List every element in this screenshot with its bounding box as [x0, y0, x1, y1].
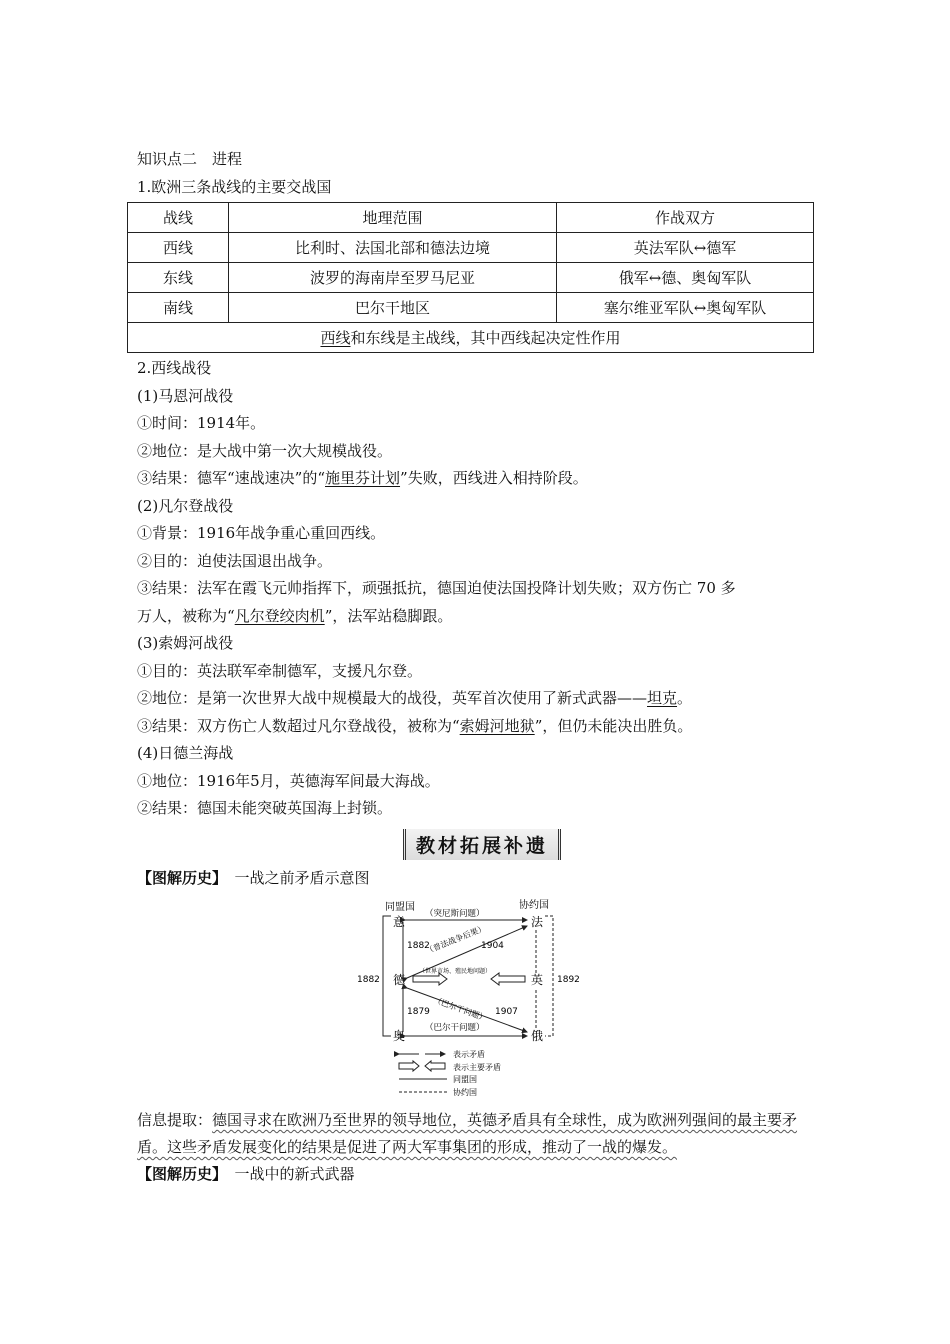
table-cell: 波罗的海南岸至罗马尼亚 — [229, 263, 557, 293]
legend-conflict: 表示矛盾 — [453, 1050, 485, 1059]
russia-node: 俄 — [531, 1029, 544, 1043]
section-title: 知识点二 进程 — [137, 150, 243, 168]
germany-node: 德 — [393, 973, 406, 987]
france-node: 法 — [531, 915, 544, 929]
text-span: ②地位：是第一次世界大战中规模最大的战役，英军首次使用了新式武器—— — [137, 689, 648, 707]
main-conflict-arrow — [491, 973, 525, 985]
year-label: 1882 — [407, 941, 430, 951]
table-row — [128, 233, 814, 263]
table-cell: 塞尔维亚军队↔奥匈军队 — [557, 293, 814, 323]
header-front: 战线 — [128, 203, 229, 233]
diagram-section-title: 一战之前矛盾示意图 — [234, 868, 370, 887]
austria-node: 奥 — [393, 1029, 406, 1043]
jutland-title: (4)日德兰海战 — [137, 744, 234, 762]
year-label: 1907 — [495, 1007, 518, 1017]
text-span: ③结果：双方伤亡人数超过凡尔登战役，被称为“ — [137, 716, 460, 735]
info-label: 信息提取： — [137, 1111, 213, 1129]
battlefront-table — [127, 202, 814, 353]
legend-main-arrow — [399, 1061, 419, 1071]
item2-title: 2.西线战役 — [137, 359, 212, 377]
verdun-meatgrinder-term: 凡尔登绞肉机 — [234, 606, 325, 625]
legend-main: 表示主要矛盾 — [453, 1063, 501, 1072]
somme-result — [137, 713, 827, 741]
table-footer-row — [128, 323, 814, 353]
year-label: 1879 — [407, 1007, 430, 1017]
year-label: 1904 — [481, 941, 504, 951]
central-bracket — [383, 916, 391, 1036]
somme-purpose: ①目的：英法联军牵制德军，支援凡尔登。 — [137, 661, 423, 680]
page-content — [137, 146, 827, 1189]
somme-title: (3)索姆河战役 — [137, 634, 234, 652]
marne-status: ②地位：是大战中第一次大规模战役。 — [137, 441, 393, 460]
info-text: 德国寻求在欧洲乃至世界的领导地位，英德矛盾具有全球性，成为欧洲列强间的最主要矛盾。这些矛盾发展变化的结果是促进了两大军事集团的形成，推动了一战的爆发。 — [137, 1111, 798, 1156]
text-span: 万人，被称为“ — [137, 606, 235, 625]
text-span: ”失败，西线进入相持阶段。 — [400, 469, 588, 487]
somme-hell-term: 索姆河地狱 — [459, 716, 535, 735]
verdun-result-1: ③结果：法军在霞飞元帅指挥下，顽强抵抗，德国迫使法国投降计划失败；双方伤亡 70 多 — [137, 579, 736, 597]
weapons-caption — [137, 1161, 827, 1189]
header-region: 地理范围 — [229, 203, 557, 233]
weapons-section-label: 【图解历史】 — [137, 1165, 220, 1183]
central-powers-label: 同盟国 — [385, 902, 415, 913]
textbook-extension-banner: 教材拓展补遗 — [403, 829, 561, 860]
legend-entente: 协约国 — [453, 1088, 477, 1097]
table-footer — [128, 323, 814, 353]
prewar-conflict-diagram — [357, 896, 589, 1101]
britain-node: 英 — [531, 973, 544, 987]
table-row — [128, 263, 814, 293]
balkan-label: （巴尔干问题） — [432, 995, 489, 1024]
footer-text: 和东线是主战线，其中西线起决定性作用 — [350, 329, 621, 347]
marne-result — [137, 465, 827, 493]
table-row — [128, 293, 814, 323]
text-span: 。 — [677, 689, 693, 707]
table-cell: 西线 — [128, 233, 229, 263]
balkan-label: （巴尔干问题） — [425, 1023, 485, 1033]
verdun-background: ①背景：1916年战争重心重回西线。 — [137, 524, 386, 542]
header-belligerents: 作战双方 — [557, 203, 814, 233]
tunisia-label: （突尼斯问题） — [425, 909, 485, 919]
table-cell: 巴尔干地区 — [229, 293, 557, 323]
item1-title: 1.欧洲三条战线的主要交战国 — [137, 177, 332, 196]
text-span: ”，法军站稳脚跟。 — [324, 606, 453, 625]
year-label: 1882 — [357, 975, 380, 985]
text-span: ”，但仍未能决出胜负。 — [534, 716, 693, 735]
schlieffen-plan-term: 施里芬计划 — [325, 469, 401, 487]
table-cell: 南线 — [128, 293, 229, 323]
table-cell: 俄军↔德、奥匈军队 — [557, 263, 814, 293]
weapons-section-title: 一战中的新式武器 — [234, 1165, 355, 1183]
jutland-result: ②结果：德国未能突破英国海上封锁。 — [137, 799, 393, 817]
entente-bracket — [545, 916, 553, 1036]
marne-time: ①时间：1914年。 — [137, 414, 266, 432]
verdun-result-2 — [137, 603, 827, 631]
table-cell: 东线 — [128, 263, 229, 293]
diagram-section-label: 【图解历史】 — [137, 868, 220, 887]
table-cell: 英法军队↔德军 — [557, 233, 814, 263]
text-span: ③结果：德军“速战速决”的“ — [137, 469, 326, 487]
tank-term: 坦克 — [647, 689, 678, 707]
colonial-label: （世界市场、殖民地问题） — [419, 968, 492, 975]
table-header-row — [128, 203, 814, 233]
verdun-title: (2)凡尔登战役 — [137, 496, 234, 515]
jutland-status: ①地位：1916年5月，英德海军间最大海战。 — [137, 771, 440, 790]
verdun-purpose: ②目的：迫使法国退出战争。 — [137, 551, 333, 570]
diagram-caption — [137, 865, 827, 893]
somme-status — [137, 685, 827, 713]
legend-central: 同盟国 — [453, 1075, 477, 1084]
legend-main-arrow — [425, 1061, 445, 1071]
entente-label: 协约国 — [519, 900, 549, 911]
year-label: 1892 — [557, 975, 580, 985]
marne-title: (1)马恩河战役 — [137, 386, 234, 405]
footer-underlined: 西线 — [320, 329, 351, 347]
italy-node: 意 — [393, 915, 406, 929]
info-extraction — [137, 1107, 827, 1161]
franco-prussian-label: （普法战争后果） — [424, 923, 488, 956]
banner-wrap — [137, 829, 827, 865]
table-cell: 比利时、法国北部和德法边境 — [229, 233, 557, 263]
